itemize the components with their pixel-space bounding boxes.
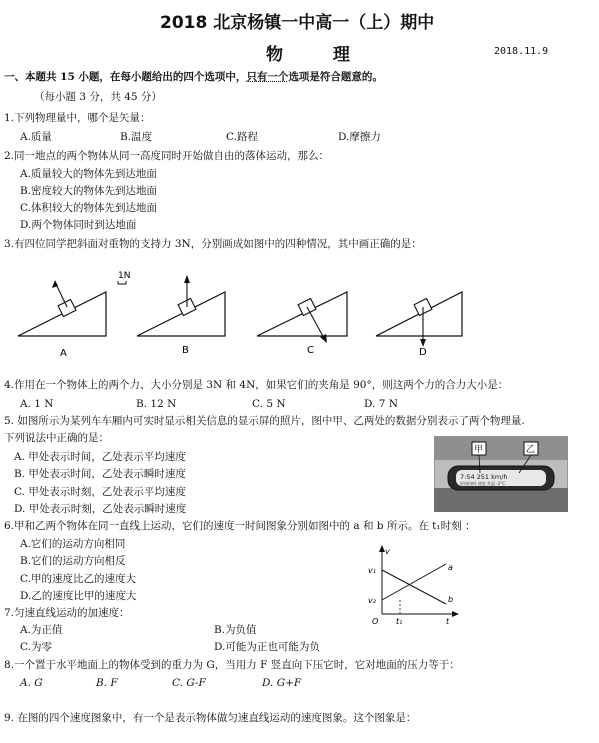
q6-velocity-graph: [362, 542, 466, 628]
q2-option-b: B.密度较大的物体先到达地面: [20, 185, 158, 197]
q1-option-d: D.摩擦力: [338, 131, 381, 143]
q2-option-a: A.质量较大的物体先到达地面: [20, 168, 157, 180]
q1-stem: 1.下列物理量中，哪个是矢量：: [4, 112, 151, 124]
q6-t1-label: t₁: [396, 617, 403, 626]
q4-stem: 4.作用在一个物体上的两个力、大小分别是 3N 和 4N，如果它们的夹角是 90°，则这两个力的合力大小是：: [4, 379, 509, 391]
q1-option-b: B.温度: [120, 131, 153, 143]
q8-option-a: A. G: [20, 677, 43, 689]
q6-origin: O: [372, 617, 379, 626]
q6-line-a: [382, 564, 446, 600]
q7-stem: 7.匀速直线运动的加速度：: [4, 607, 130, 619]
q2-stem: 2.同一地点的两个物体从同一高度同时开始做自由的落体运动，那么：: [4, 150, 330, 162]
section-heading-post: 选项是符合题意的。: [288, 71, 383, 83]
q4-option-a: A. 1 N: [20, 398, 54, 410]
q6-curve-b-label: b: [448, 595, 454, 604]
q5-stem: 5. 如图所示为某列车车厢内可实时显示相关信息的显示屏的照片，图中甲、乙两处的数据分别表示了两个物理量.: [4, 415, 525, 427]
q5-label-yi: 乙: [526, 445, 536, 455]
q4-option-b: B. 12 N: [136, 398, 177, 410]
q8-stem: 8.一个置于水平地面上的物体受到的重力为 G，当用力 F 竖直向下压它时，它对地面的压力等于：: [4, 659, 460, 671]
q9-stem: 9. 在图的四个速度图象中，有一个是表示物体做匀速直线运动的速度图象。这个图象是：: [4, 712, 417, 724]
q7-option-d: D.可能为正也可能为负: [214, 641, 320, 653]
section-heading-pre: 一、本题共 15 小题，在每小题给出的四个选项中，: [4, 71, 247, 83]
q1-option-c: C.路程: [226, 131, 258, 143]
q5-option-d: D. 甲处表示时刻，乙处表示瞬时速度: [14, 503, 187, 515]
section-scoring: （每小题 3 分，共 45 分）: [34, 91, 162, 103]
q5-train-display-photo: [434, 436, 568, 512]
q3-label-a: A: [60, 348, 67, 359]
q6-axis-t: t: [446, 617, 450, 626]
q3-scale-label: 1N: [118, 271, 131, 281]
q5-label-jia: 甲: [474, 445, 484, 455]
q5-option-c: C. 甲处表示时刻，乙处表示平均速度: [14, 486, 186, 498]
exam-date: 2018.11.9: [494, 46, 549, 57]
page-title: 2018 北京杨镇一中高一（上）期中: [160, 13, 435, 33]
q3-scale-bar: [118, 281, 126, 284]
section-heading: [4, 70, 383, 84]
q3-figure-a: [18, 280, 106, 359]
q5-option-b: B. 甲处表示时间，乙处表示瞬时速度: [14, 468, 186, 480]
q5-screen-text: 7:54 251 km/h: [460, 473, 508, 481]
q3-figure-c: [257, 292, 347, 356]
q6-option-d: D.乙的速度比甲的速度大: [20, 590, 137, 602]
q6-option-b: B.它们的运动方向相反: [20, 555, 126, 567]
q8-option-b: B. F: [96, 677, 118, 689]
q3-figures: [0, 262, 599, 362]
q7-option-b: B.为负值: [214, 624, 257, 636]
q6-axis-v: v: [385, 547, 390, 556]
q3-figure-b: [137, 275, 225, 356]
q8-option-c: C. G-F: [172, 677, 206, 689]
q5-screen-subtext: 时间(Int) 速度 外温 -2°C: [460, 481, 505, 486]
q3-figure-d: [376, 292, 462, 358]
section-heading-emphasis: 只有一个: [246, 71, 289, 83]
q3-label-c: C: [307, 345, 314, 356]
q5-option-a: A. 甲处表示时间，乙处表示平均速度: [14, 451, 186, 463]
q3-stem: 3.有四位同学把斜面对重物的支持力 3N，分别画成如图中的四种情况，其中画正确的是：: [4, 238, 422, 250]
q2-option-c: C.体积较大的物体先到达地面: [20, 202, 157, 214]
q8-option-d: D. G+F: [262, 677, 302, 689]
q6-curve-a-label: a: [448, 563, 453, 572]
q6-line-b: [382, 570, 446, 604]
q5-stem-2: 下列说法中正确的是：: [4, 432, 109, 444]
q1-option-a: A.质量: [20, 131, 52, 143]
q6-v1-label: v₁: [368, 566, 376, 575]
q3-label-d: D: [419, 347, 427, 358]
q4-option-c: C. 5 N: [252, 398, 286, 410]
q6-option-c: C.甲的速度比乙的速度大: [20, 573, 136, 585]
q4-option-d: D. 7 N: [364, 398, 398, 410]
q3-label-b: B: [182, 345, 189, 356]
subject-title: 物 理: [266, 45, 372, 65]
q6-stem: 6.甲和乙两个物体在同一直线上运动，它们的速度一时间图象分别如图中的 a 和 b 所示。在 t₁时刻 ：: [4, 520, 476, 532]
q7-option-c: C.为零: [20, 641, 52, 653]
q6-v2-label: v₂: [368, 596, 376, 605]
q2-option-d: D.两个物体同时到达地面: [20, 219, 137, 231]
q7-option-a: A.为正值: [20, 624, 63, 636]
q6-option-a: A.它们的运动方向相同: [20, 538, 126, 550]
